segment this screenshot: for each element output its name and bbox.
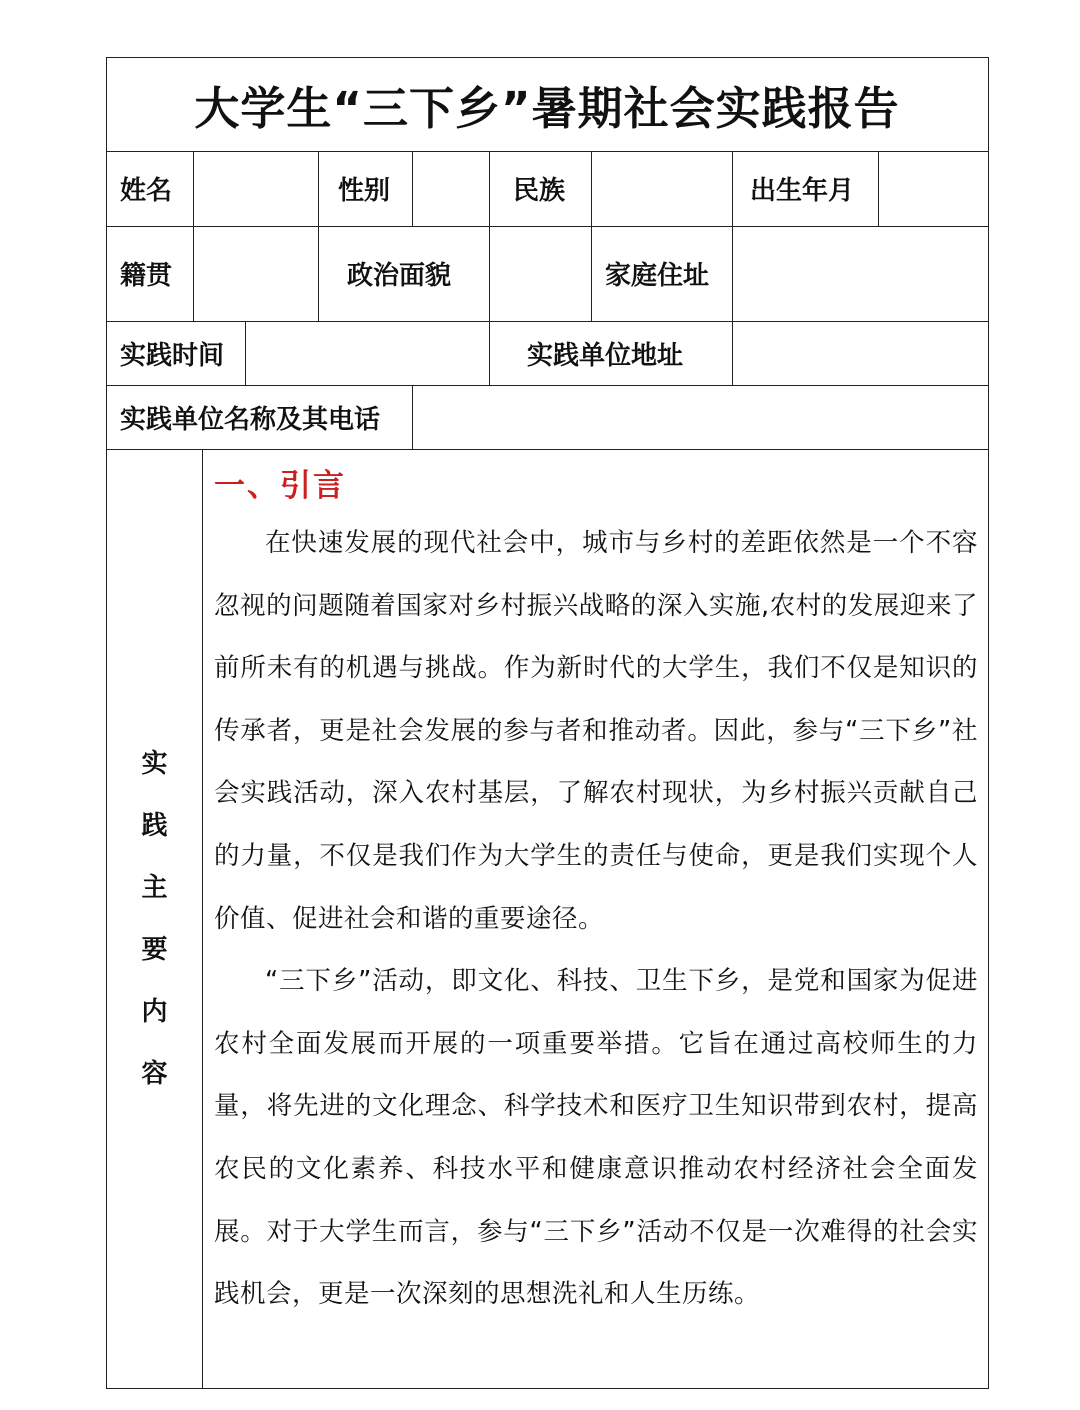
- main-content-label-char: 实: [141, 749, 168, 779]
- paragraph: “三下乡”活动，即文化、科技、卫生下乡，是党和国家为促进农村全面发展而开展的一项重要举措。它旨在通过高校师生的力量，将先进的文化理念、科学技术和医疗卫生知识带到农村，提高农民的文化素养、科技水平和健康意识推动农村经济社会全面发展。对于大学生而言，参与“三下乡”活动不仅是一次难得的社会实践机会，更是一次深刻的思想洗礼和人生历练。: [214, 966, 978, 1310]
- table-rule: [318, 151, 319, 226]
- main-content-body: [214, 450, 978, 1388]
- gender-field[interactable]: [413, 152, 489, 226]
- birth-date-label: 出生年月: [750, 176, 855, 206]
- home-address-label: 家庭住址: [605, 261, 710, 291]
- main-content-label: [107, 450, 202, 1388]
- table-border-bottom: [106, 1388, 989, 1389]
- name-field[interactable]: [194, 152, 318, 226]
- ethnicity-field[interactable]: [592, 152, 732, 226]
- practice-time-field[interactable]: [246, 322, 489, 385]
- report-title: 大学生“三下乡”暑期社会实践报告: [194, 81, 900, 135]
- gender-label: 性别: [338, 176, 391, 206]
- table-rule: [591, 226, 592, 321]
- paragraph: 在快速发展的现代社会中，城市与乡村的差距依然是一个不容忽视的问题随着国家对乡村振兴战略的深入实施,农村的发展迎来了前所未有的机遇与挑战。作为新时代的大学生，我们不仅是知识的传承者，更是社会发展的参与者和推动者。因此，参与“三下乡”社会实践活动，深入农村基层，了解农村现状，为乡村振兴贡献自己的力量，不仅是我们作为大学生的责任与使命，更是我们实现个人价值、促进社会和谐的重要途径。: [214, 528, 978, 934]
- table-rule: [202, 449, 203, 1388]
- political-status-label: 政治面貌: [347, 261, 452, 291]
- table-rule: [318, 226, 319, 321]
- main-content-label-char: 容: [141, 1059, 168, 1089]
- table-rule: [489, 151, 490, 226]
- main-content-label-char: 要: [141, 935, 168, 965]
- main-content-label-char: 践: [141, 811, 168, 841]
- unit-address-field[interactable]: [733, 322, 988, 385]
- home-address-field[interactable]: [733, 227, 988, 321]
- native-place-field[interactable]: [194, 227, 318, 321]
- table-rule: [732, 151, 733, 226]
- unit-address-label: 实践单位地址: [527, 340, 684, 371]
- table-rule: [489, 321, 490, 385]
- unit-name-phone-field[interactable]: [413, 386, 988, 449]
- birth-date-field[interactable]: [879, 152, 988, 226]
- main-content-label-char: 内: [141, 997, 168, 1027]
- paragraph-group: [214, 512, 978, 1326]
- practice-time-label: 实践时间: [120, 340, 225, 371]
- name-label: 姓名: [120, 176, 173, 206]
- unit-name-phone-label: 实践单位名称及其电话: [120, 404, 381, 435]
- main-content-label-char: 主: [141, 873, 168, 903]
- political-status-field[interactable]: [490, 227, 591, 321]
- table-border-right: [988, 57, 989, 1389]
- native-place-label: 籍贯: [120, 261, 173, 291]
- ethnicity-label: 民族: [513, 176, 566, 206]
- section-heading: 一、引言: [214, 468, 346, 504]
